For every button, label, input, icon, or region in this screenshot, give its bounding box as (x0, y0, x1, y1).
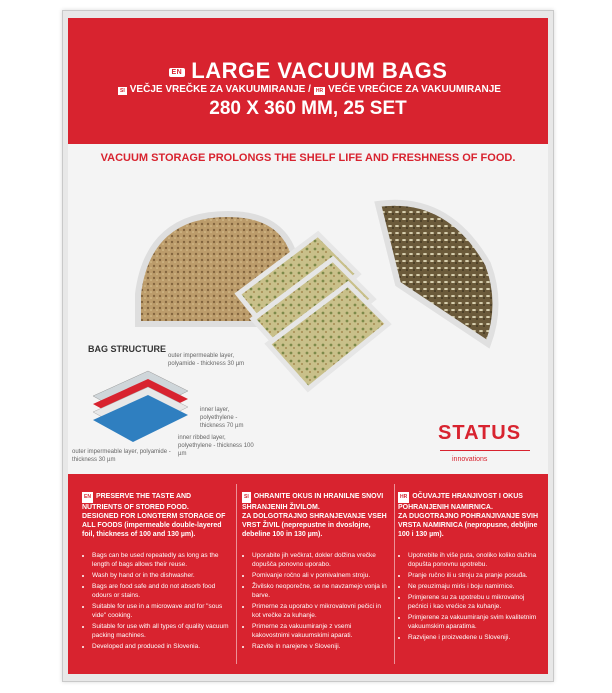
list-item: • Bags are food safe and do not absorb food odours or stains. (92, 582, 230, 600)
list-item: • Pranje ručno ili u stroju za pranje posuđa. (408, 571, 546, 580)
list-item: • Razvijene i proizvedene u Sloveniji. (408, 633, 546, 642)
column-note: ZA DUGOTRAJNO POHRANJIVANJE SVIH VRSTA NAMIRNICA (nepropusne, debljine 100 i 130 µm). (398, 513, 539, 538)
list-item: • Bags can be used repeatedly as long as the length of bags allows their reuse. (92, 551, 230, 569)
column-divider (394, 484, 395, 664)
column-heading: HR OČUVAJTE HRANJIVOST I OKUS POHRANJENIH NAMIRNICA. (398, 493, 523, 511)
column-si (242, 492, 390, 653)
brand-divider (440, 450, 530, 451)
list-item: • Primerne za vakuumiranje z vsemi kakovostnimi vakuumskimi aparati. (252, 622, 390, 640)
layer-note-1: outer impermeable layer, polyamide - thickness 30 µm (168, 353, 245, 367)
column-note: ZA DOLGOTRAJNO SHRANJEVANJE VSEH VRST ŽIVIL (neprepustne in dvoslojne, debeline 100 in 130 µm). (242, 513, 387, 538)
list-item: • Pomivanje ročno ali v pomivalnem stroju. (252, 571, 390, 580)
layer-note-2: inner layer, polyethylene - thickness 70 µm (200, 407, 244, 429)
column-divider (236, 484, 237, 664)
brand-logo: STATUS (438, 422, 522, 444)
title-text: LARGE VACUUM BAGS (191, 58, 448, 83)
column-en (82, 492, 230, 653)
size-label: 280 X 360 MM, 25 SET (209, 98, 407, 119)
column-note: DESIGNED FOR LONGTERM STORAGE OF ALL FOODS (impermeable double-layered foil, thickness of 100 and 130 µm). (82, 513, 226, 538)
brand-subtitle: innovations (452, 456, 488, 463)
list-item: • Uporabite jih večkrat, dokler dolžina vrečke dopušča ponovno uporabo. (252, 551, 390, 569)
subtitle-hr: VEĆE VREĆICE ZA VAKUUMIRANJE (328, 84, 501, 95)
product-photo-area (68, 144, 548, 474)
list-item: • Primjerene su za upotrebu u mikrovalnoj pećnici i kao vrećice za kuhanje. (408, 593, 546, 611)
list-item: • Primjerene za vakuumiranje svim kvalitetnim vakuumskim aparatima. (408, 613, 546, 631)
list-item: • Developed and produced in Slovenia. (92, 642, 230, 651)
lang-tag-en: EN (169, 68, 186, 77)
info-panel (68, 474, 548, 674)
lang-tag-si: SI (120, 88, 125, 94)
layer-note-3: inner ribbed layer, polyethylene - thickness 100 µm (178, 435, 254, 457)
feature-list (242, 551, 390, 651)
list-item: • Ne preuzimaju miris i boju namirnice. (408, 582, 546, 591)
feature-list (398, 551, 546, 642)
list-item: • Upotrebite ih više puta, onoliko koliko dužina dopušta ponovnu upotrebu. (408, 551, 546, 569)
list-item: • Razvite in narejene v Sloveniji. (252, 642, 390, 651)
list-item: • Živilsko neoporečne, se ne navzamejo vonja in barve. (252, 582, 390, 600)
list-item: • Primerne za uporabo v mikrovalovni pečici in kot vrečke za kuhanje. (252, 602, 390, 620)
layer-note-4: outer impermeable layer, polyamide - thickness 30 µm (72, 449, 171, 463)
product-title (68, 58, 548, 84)
list-item: • Wash by hand or in the dishwasher. (92, 571, 230, 580)
subtitle-si: VEČJE VREČKE ZA VAKUUMIRANJE / (129, 84, 311, 95)
feature-list (82, 551, 230, 651)
subtitle-line (68, 84, 548, 95)
lang-tag-hr: HR (315, 88, 324, 94)
list-item: • Suitable for use in a microwave and for "sous vide" cooking. (92, 602, 230, 620)
list-item: • Suitable for use with all types of quality vacuum packing machines. (92, 622, 230, 640)
bag-structure-label: BAG STRUCTURE (88, 344, 166, 354)
column-heading: SI OHRANITE OKUS IN HRANILNE SNOVI SHRANJENIH ŽIVILOM. (242, 493, 384, 511)
header-panel (68, 18, 548, 144)
tagline: VACUUM STORAGE PROLONGS THE SHELF LIFE AND FRESHNESS OF FOOD. (100, 152, 516, 164)
column-hr (398, 492, 546, 644)
bag-layers-diagram (88, 356, 198, 446)
column-heading: EN PRESERVE THE TASTE AND NUTRIENTS OF STORED FOOD. (82, 493, 192, 511)
